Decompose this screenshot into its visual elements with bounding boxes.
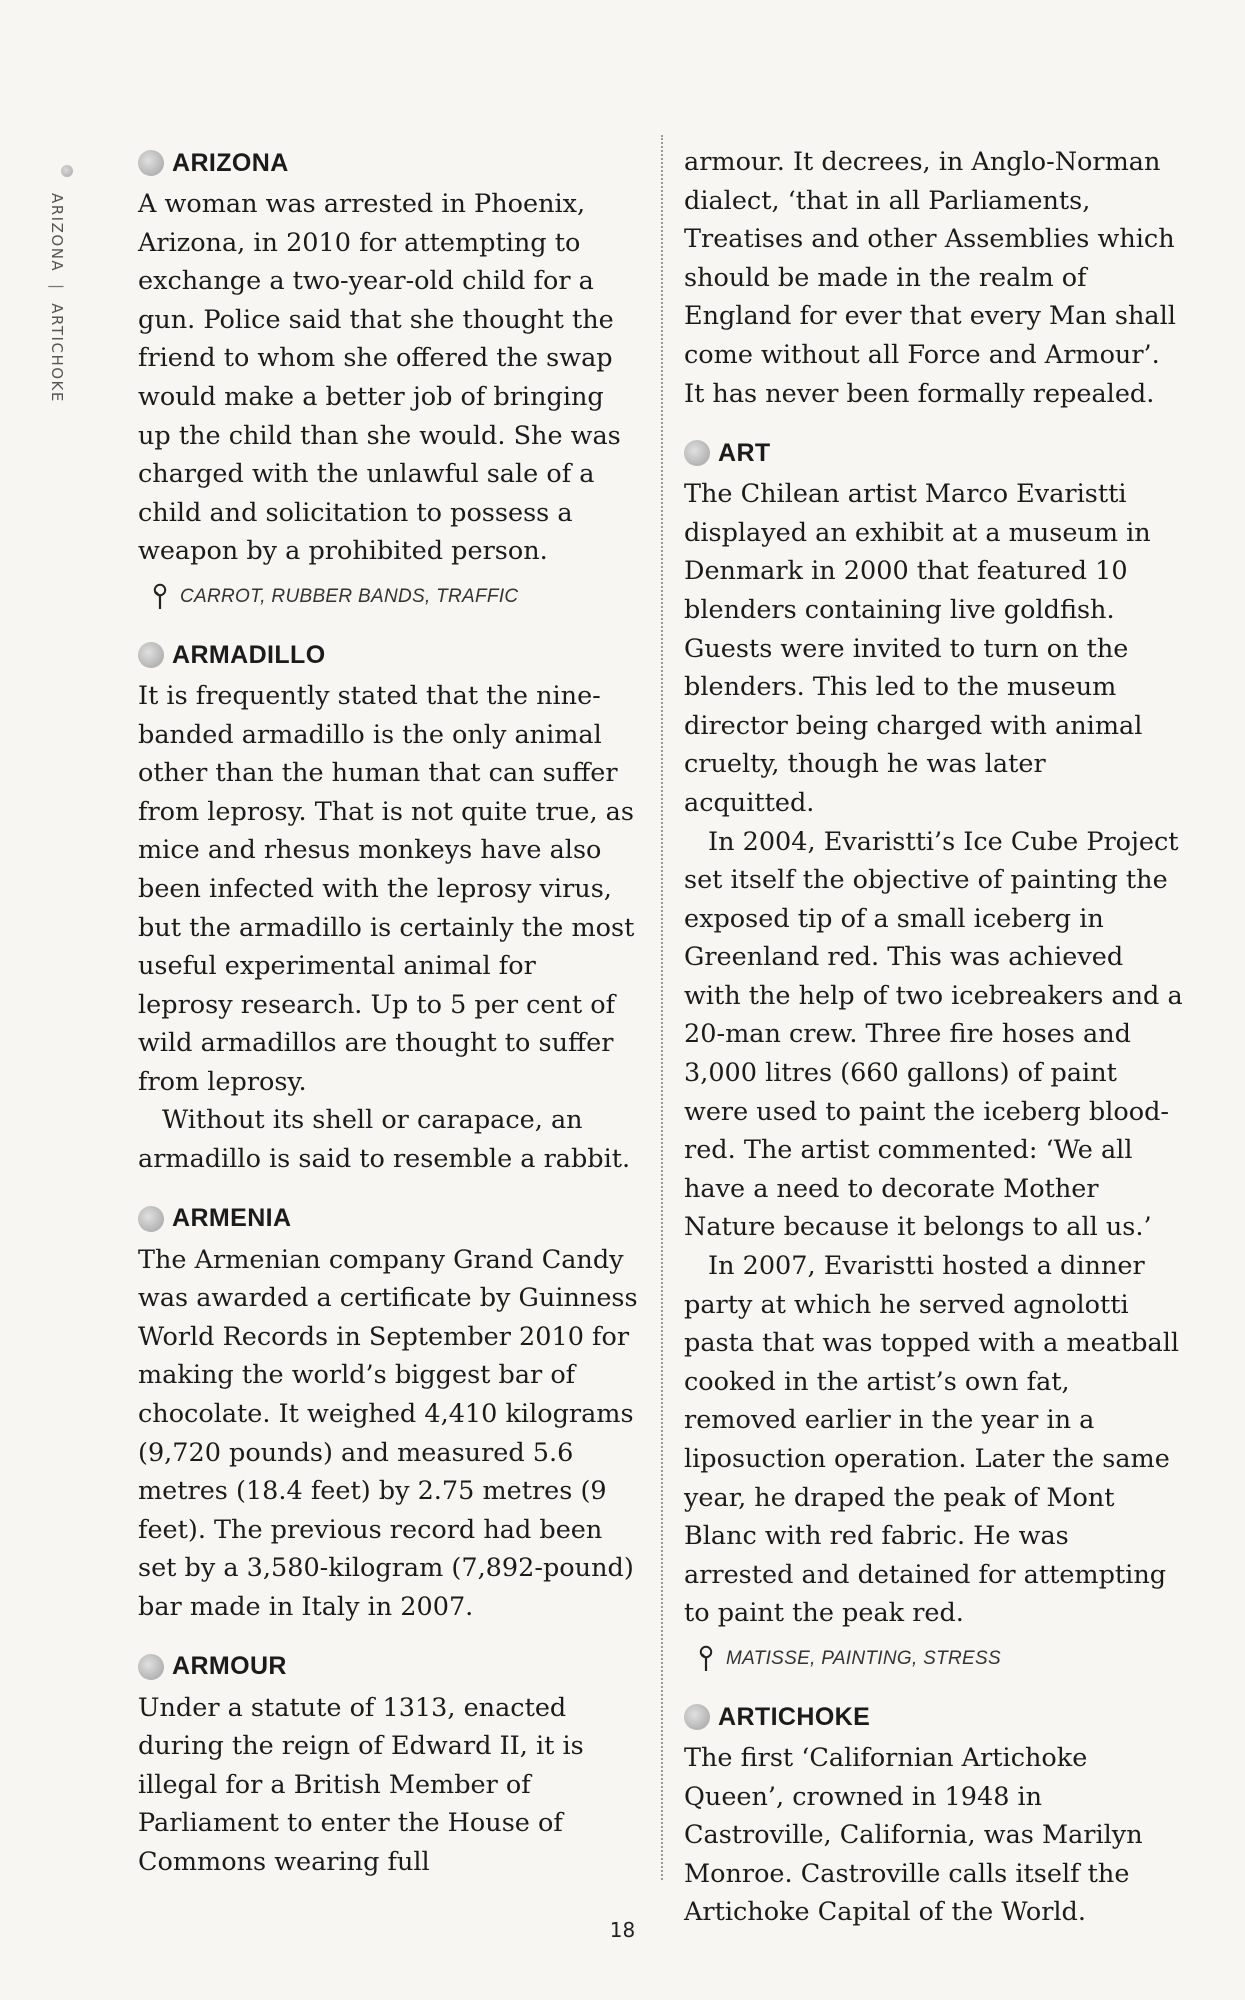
running-head: [48, 165, 88, 445]
running-head-last: ARTICHOKE: [48, 303, 66, 403]
entry-heading: [138, 635, 638, 675]
entry-paragraph: In 2004, Evaristti’s Ice Cube Project set itself the objective of painting the exposed tip of a small iceberg in Greenland red. This was achieved with the help of two icebreakers and a 20-man crew. Three fire hoses and 3,000 litres (660 gallons) of paint were used to paint the iceberg blood-red. The artist commented: ‘We all have a need to decorate Mother Nature because it belongs to all us.’: [684, 826, 1183, 1243]
entry-title: ART: [718, 438, 771, 467]
column-divider: [661, 135, 663, 1880]
entry-arizona: [138, 143, 638, 615]
entry-paragraph: Without its shell or carapace, an armadillo is said to resemble a rabbit.: [138, 1105, 631, 1175]
cross-reference: [152, 579, 638, 615]
entry-paragraph: In 2007, Evaristti hosted a dinner party at which he served agnolotti pasta that was topped with a meatball cooked in the artist’s own fat, removed earlier in the year in a liposuction operation. Later the same year, he draped the peak of Mont Blanc with red fabric. He was arrested and detained for attempting to paint the peak red.: [684, 1251, 1180, 1629]
bullet-icon: [684, 1704, 710, 1730]
cross-reference: [698, 1641, 1184, 1677]
entry-art: [684, 433, 1184, 1677]
entry-heading: [684, 433, 1184, 473]
entry-armour-continued: [684, 143, 1184, 413]
right-column: [684, 143, 1184, 1952]
entry-paragraph: The Armenian company Grand Candy was awarded a certificate by Guinness World Records in September 2010 for making the world’s biggest bar of chocolate. It weighed 4,410 kilograms (9,720 pounds) and measured 5.6 metres (18.4 feet) by 2.75 metres (9 feet). The previous record had been set by a 3,580-kilogram (7,892-pound) bar made in Italy in 2007.: [138, 1244, 638, 1622]
left-column: [138, 143, 638, 1902]
entry-paragraph: The Chilean artist Marco Evaristti displayed an exhibit at a museum in Denmark in 2000 that featured 10 blenders containing live goldfish. Guests were invited to turn on the blenders. This led to the museum director being charged with animal cruelty, though he was later acquitted.: [684, 479, 1151, 818]
running-head-bullet-icon: [61, 165, 73, 177]
entry-paragraph: The first ‘Californian Artichoke Queen’, crowned in 1948 in Castroville, California, was Marilyn Monroe. Castroville calls itself the Artichoke Capital of the World.: [684, 1742, 1143, 1928]
entry-armenia: [138, 1199, 638, 1627]
bullet-icon: [138, 1206, 164, 1232]
entry-armour: [138, 1647, 638, 1882]
bullet-icon: [684, 440, 710, 466]
page-number: 18: [609, 1918, 636, 1942]
running-head-text: [48, 193, 66, 403]
entry-title: ARTICHOKE: [718, 1702, 871, 1731]
entry-title: ARIZONA: [172, 148, 289, 177]
entry-paragraph: armour. It decrees, in Anglo-Norman dialect, ‘that in all Parliaments, Treatises and other Assemblies which should be made in the realm of England for ever that every Man shall come without all Force and Armour’. It has never been formally repealed.: [684, 147, 1176, 409]
bullet-icon: [138, 642, 164, 668]
entry-heading: [138, 1647, 638, 1687]
pin-icon: [152, 583, 168, 611]
entry-title: ARMENIA: [172, 1204, 292, 1233]
entry-heading: [138, 143, 638, 183]
entry-title: ARMADILLO: [172, 640, 326, 669]
entry-paragraph: A woman was arrested in Phoenix, Arizona, in 2010 for attempting to exchange a two-year-old child for a gun. Police said that she thought the friend to whom she offered the swap would make a better job of bringing up the child than she would. She was charged with the unlawful sale of a child and solicitation to possess a weapon by a prohibited person.: [138, 189, 621, 567]
pin-icon: [698, 1645, 714, 1673]
entry-artichoke: [684, 1697, 1184, 1932]
entry-paragraph: It is frequently stated that the nine-banded armadillo is the only animal other than the human that can suffer from leprosy. That is not quite true, as mice and rhesus monkeys have also been infected with the leprosy virus, but the armadillo is certainly the most useful experimental animal for leprosy research. Up to 5 per cent of wild armadillos are thought to suffer from leprosy.: [138, 680, 635, 1097]
bullet-icon: [138, 1654, 164, 1680]
entry-heading: [684, 1697, 1184, 1737]
bullet-icon: [138, 150, 164, 176]
running-head-separator: |: [48, 284, 66, 292]
entry-armadillo: [138, 635, 638, 1179]
cross-reference-text: CARROT, RUBBER BANDS, TRAFFIC: [180, 585, 519, 607]
entry-heading: [138, 1199, 638, 1239]
running-head-first: ARIZONA: [48, 193, 66, 273]
entry-title: ARMOUR: [172, 1652, 287, 1681]
entry-paragraph: Under a statute of 1313, enacted during the reign of Edward II, it is illegal for a British Member of Parliament to enter the House of Commons wearing full: [138, 1692, 584, 1877]
cross-reference-text: MATISSE, PAINTING, STRESS: [726, 1647, 1001, 1669]
